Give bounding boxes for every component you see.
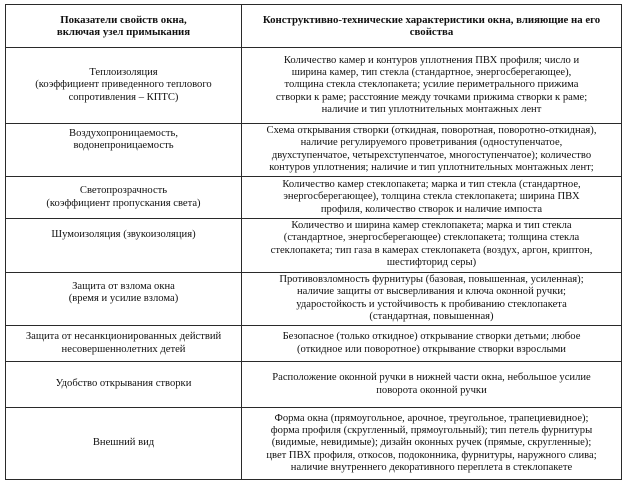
cell-line: (стандартное, энергосберегающее) стеклопакета; толщина стекла — [283, 232, 580, 244]
table-row — [6, 124, 622, 177]
cell-line: створки к раме; расстояние между точками прижима створки к раме; — [275, 91, 588, 103]
cell-line: Количество камер стеклопакета; марка и тип стекла (стандартное, — [282, 179, 581, 191]
cell-line: Шумоизоляция (звукоизоляция) — [51, 229, 196, 240]
cell-line: (время и усилие взлома) — [68, 293, 179, 305]
header-line: включая узел примыкания — [56, 26, 191, 38]
property-cell — [6, 219, 242, 273]
cell-line: Расположение оконной ручки в нижней части окна, небольшое усилие — [272, 372, 591, 384]
characteristics-cell — [242, 219, 622, 273]
table-row — [6, 273, 622, 326]
cell-line: Схема открывания створки (откидная, поворотная, поворотно-откидная), — [266, 125, 597, 136]
property-cell — [6, 177, 242, 219]
table-row — [6, 177, 622, 219]
property-cell — [6, 273, 242, 326]
cell-line: сопротивления – КПТС) — [68, 91, 179, 103]
cell-line: ширина камер, тип стекла (стандартное, энергосберегающее), — [291, 67, 572, 79]
header-characteristics — [242, 5, 622, 48]
table-row — [6, 48, 622, 124]
properties-table — [5, 4, 622, 480]
header-line: Показатели свойств окна, — [60, 13, 187, 26]
table-row — [6, 408, 622, 480]
table-row — [6, 362, 622, 408]
header-row — [6, 5, 622, 48]
characteristics-cell — [242, 408, 622, 480]
cell-line: Количество камер и контуров уплотнения ПВХ профиля; число и — [283, 54, 580, 66]
header-properties — [6, 5, 242, 48]
cell-line: (стандартная, повышенная) — [369, 310, 494, 322]
cell-line: наличие регулируемого проветривания (одноступенчатое, — [300, 137, 563, 149]
cell-line: Защита от несанкционированных действий — [25, 331, 222, 343]
characteristics-cell — [242, 124, 622, 177]
property-cell — [6, 124, 242, 177]
cell-line: толщина стекла стеклопакета; усилие периметрального прижима — [284, 79, 579, 91]
cell-line: поворота оконной ручки — [376, 384, 487, 396]
table-row — [6, 219, 622, 273]
cell-line: (видимые, невидимые); дизайн оконных ручек (прямые, скругленные); — [271, 437, 592, 449]
characteristics-cell — [242, 177, 622, 219]
cell-line: Количество и ширина камер стеклопакета; марка и тип стекла — [291, 220, 572, 231]
cell-line: энергосберегающее), толщина стекла стеклопакета; ширина ПВХ — [283, 191, 580, 203]
cell-line: Теплоизоляция — [89, 67, 158, 79]
cell-line: (откидное или поворотное) открывание створки взрослыми — [297, 343, 566, 355]
header-line: Конструктивно-технические характеристики окна, влияющие на его — [262, 13, 601, 26]
property-cell — [6, 48, 242, 124]
cell-line: двухступенчатое, четырехступенчатое, многоступенчатое); количество — [271, 149, 592, 161]
cell-line: шестифторид серы) — [386, 256, 477, 268]
cell-line: Воздухопроницаемость, — [69, 128, 178, 139]
cell-line: Внешний вид — [92, 437, 155, 449]
cell-line: водонепроницаемость — [73, 140, 174, 152]
header-line: свойства — [409, 26, 454, 38]
cell-line: форма профиля (скругленный, прямоугольный); тип петель фурнитуры — [270, 425, 593, 437]
cell-line: наличие и тип уплотнительных монтажных лент — [321, 103, 542, 115]
cell-line: Форма окна (прямоугольное, арочное, треугольное, трапециевидное); — [274, 412, 589, 424]
cell-line: ударостойкость и устойчивость к пробиванию стеклопакета — [296, 298, 567, 310]
cell-line: несовершеннолетних детей — [61, 343, 186, 355]
cell-line: Светопрозрачность — [79, 185, 168, 197]
characteristics-cell — [242, 326, 622, 362]
cell-line: (коэффициент пропускания света) — [46, 197, 201, 209]
cell-line: профиля, количество створок и наличие импоста — [320, 203, 543, 215]
cell-line: Противовзломность фурнитуры (базовая, повышенная, усиленная); — [279, 274, 584, 285]
cell-line: наличие защиты от высверливания и ключа оконной ручки; — [297, 286, 566, 298]
table-row — [6, 326, 622, 362]
cell-line: Удобство открывания створки — [55, 378, 192, 390]
characteristics-cell — [242, 362, 622, 408]
cell-line: (коэффициент приведенного теплового — [35, 79, 212, 91]
property-cell — [6, 408, 242, 480]
cell-line: стеклопакета; тип газа в камерах стеклопакета (воздух, аргон, криптон, — [270, 244, 593, 256]
cell-line: цвет ПВХ профиля, откосов, подоконника, фурнитуры, наружного слива; — [266, 449, 597, 461]
cell-line: контуров уплотнения; наличие и тип уплотнительных монтажных лент; — [269, 161, 594, 173]
property-cell — [6, 362, 242, 408]
property-cell — [6, 326, 242, 362]
characteristics-cell — [242, 273, 622, 326]
cell-line: наличие внутреннего декоративного переплета в стеклопакете — [290, 461, 573, 473]
cell-line: Защита от взлома окна — [72, 281, 175, 292]
cell-line: Безопасное (только откидное) открывание створки детьми; любое — [282, 331, 581, 343]
characteristics-cell — [242, 48, 622, 124]
